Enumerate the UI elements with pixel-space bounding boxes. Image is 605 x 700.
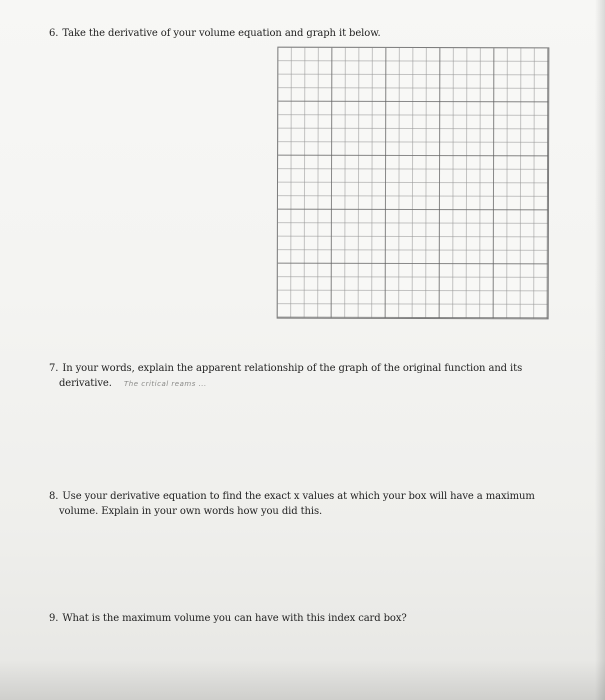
question-8-line-2: volume. Explain in your own words how you did this. (59, 506, 323, 517)
paper-bottom-shadow (0, 660, 605, 700)
question-6-number: 6. (49, 28, 59, 39)
question-7-line-2: derivative. (59, 378, 112, 389)
question-9-number: 9. (49, 613, 59, 624)
question-8 (49, 489, 535, 519)
question-7-line-1: In your words, explain the apparent relationship of the graph of the original function and its (62, 363, 523, 374)
question-6 (49, 26, 381, 41)
question-9 (49, 611, 407, 626)
question-8-number: 8. (49, 491, 59, 502)
question-8-line-1: Use your derivative equation to find the exact x values at which your box will have a maximum (62, 491, 535, 502)
handwritten-answer-7: The critical reams ... (124, 380, 207, 388)
paper-edge-shadow (595, 0, 605, 700)
graph-paper-grid[interactable] (277, 47, 550, 320)
question-9-text: What is the maximum volume you can have with this index card box? (62, 613, 407, 624)
question-7-number: 7. (49, 363, 59, 374)
question-6-text: Take the derivative of your volume equation and graph it below. (62, 28, 381, 39)
question-7 (49, 361, 522, 391)
